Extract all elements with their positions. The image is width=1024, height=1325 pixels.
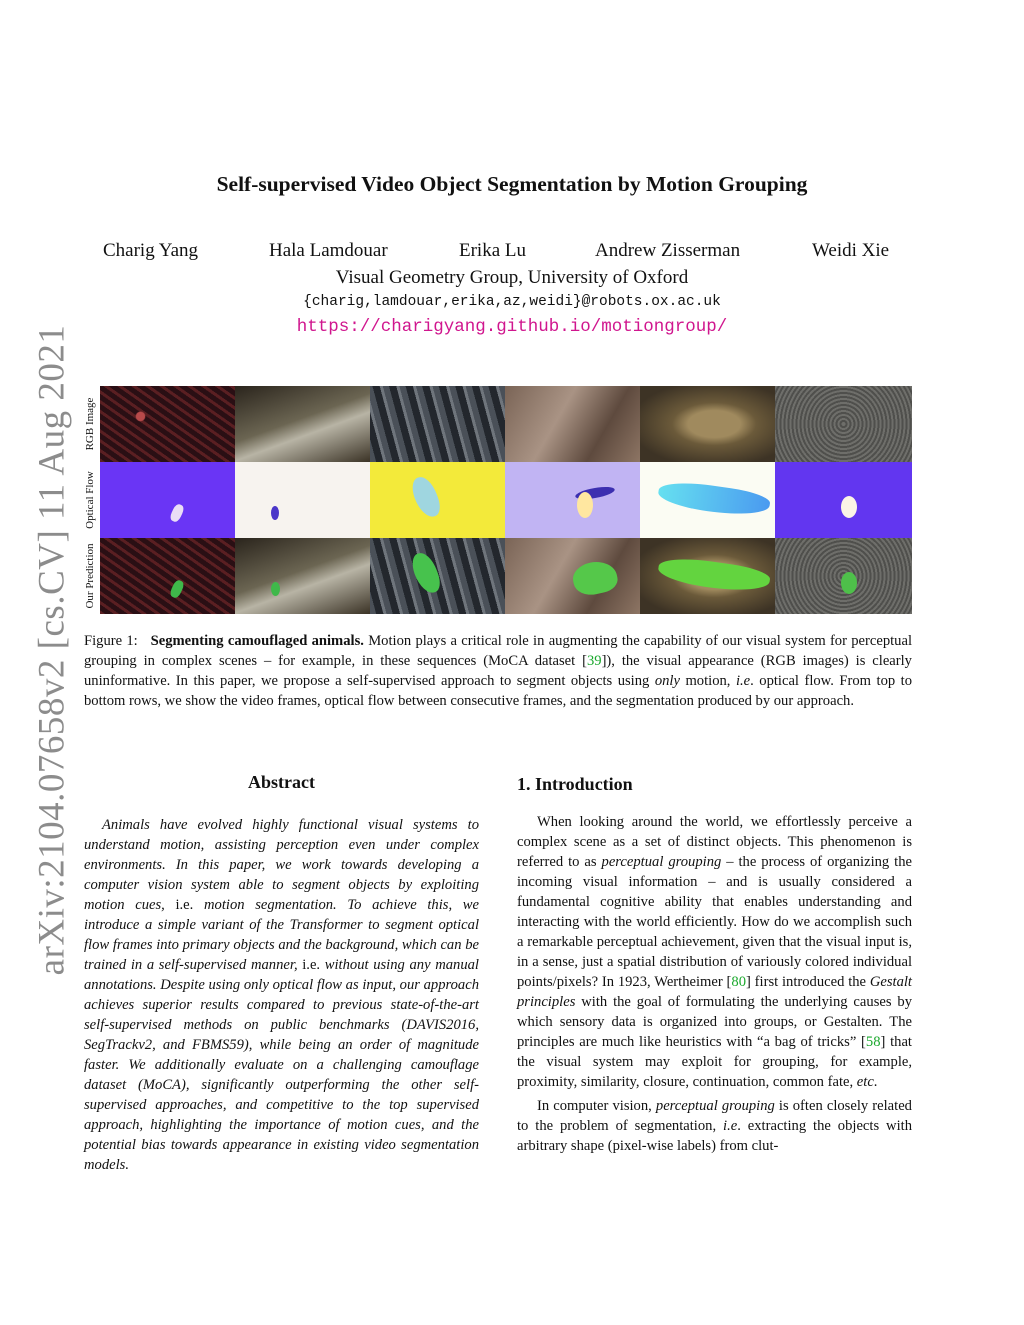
row-label-rgb: RGB Image (84, 397, 96, 451)
prediction-mask (657, 554, 772, 595)
rgb-frame-rocks (370, 386, 505, 462)
flow-blob (577, 492, 593, 518)
flow-blob (169, 503, 186, 524)
author-emails: {charig,lamdouar,erika,az,weidi}@robots.ox.ac.uk (303, 294, 721, 310)
citation-link[interactable]: 80 (731, 974, 746, 990)
rgb-frame-gravel (775, 386, 912, 462)
paragraph: In computer vision, perceptual grouping is often closely related to the problem of segmentation, i.e. extracting the objects with arbitrary shape (pixel-wise labels) from clut- (517, 1098, 912, 1154)
citation-link[interactable]: 58 (865, 1034, 881, 1050)
flow-frame-6 (775, 462, 912, 538)
prediction-frame-4 (505, 538, 640, 614)
rgb-frame-stone (505, 386, 640, 462)
prediction-mask (408, 550, 443, 597)
author-name: Charig Yang (103, 240, 199, 261)
prediction-mask (841, 572, 857, 594)
prediction-mask (570, 558, 620, 598)
flow-frame-3 (370, 462, 505, 538)
figure-image-grid (100, 386, 912, 614)
flow-blob (657, 478, 772, 519)
flow-blob (408, 474, 443, 521)
prediction-frame-5 (640, 538, 775, 614)
author-name: Weidi Xie (812, 240, 890, 261)
introduction-heading: 1. Introduction (517, 774, 633, 794)
prediction-frame-1 (100, 538, 235, 614)
prediction-mask (271, 582, 280, 596)
prediction-mask (169, 579, 186, 600)
abstract-heading: Abstract (248, 772, 315, 792)
flow-blob (271, 506, 279, 520)
author-name: Erika Lu (459, 240, 527, 261)
figure-caption: Figure 1: Segmenting camouflaged animals. Motion plays a critical role in augmenting the capability of our visual system for perceptual grouping in complex scenes – for example, in these sequences (MoCA dataset [39]), the visual appearance (RGB images) is clearly uninformative. In this paper, we propose a self-supervised approach to segment objects using only motion, i.e. optical flow. From top to bottom rows, we show the video frames, optical flow between consecutive frames, and the segmentation produced by our approach. (84, 633, 913, 709)
paper-title: Self-supervised Video Object Segmentation by Motion Grouping (216, 172, 808, 196)
author-name: Hala Lamdouar (269, 240, 388, 261)
prediction-frame-6 (775, 538, 912, 614)
row-label-flow: Optical Flow (84, 471, 96, 529)
rgb-frame-sand (235, 386, 370, 462)
abstract-text: Animals have evolved highly functional visual systems to understand motion, assisting perception even under complex environments. In this paper, we work towards developing a computer vision system able to segment objects by exploiting motion cues, i.e. motion segmentation. To achieve this, we introduce a simple variant of the Transformer to segment optical flow frames into primary objects and the background, which can be trained in a self-supervised manner, i.e. without using any manual annotations. Despite using only optical flow as input, our approach achieves superior results compared to previous state-of-the-art self-supervised methods on public benchmarks (DAVIS2016, SegTrackv2, and FBMS59), while being an order of magnitude faster. We additionally evaluate on a challenging camouflage dataset (MoCA), significantly outperforming the other self-supervised approaches, and competitive to the top supervised approach, highlighting the importance of motion cues, and the potential bias towards appearance in existing video segmentation models. (84, 817, 479, 1173)
rgb-frame-snake (640, 386, 775, 462)
rgb-frame-coral (100, 386, 235, 462)
flow-frame-4 (505, 462, 640, 538)
flow-blob (841, 496, 857, 518)
author-name: Andrew Zisserman (595, 240, 741, 261)
introduction-text (517, 812, 912, 1160)
flow-frame-5 (640, 462, 775, 538)
prediction-frame-2 (235, 538, 370, 614)
flow-frame-2 (235, 462, 370, 538)
project-link[interactable]: https://charigyang.github.io/motiongroup/ (296, 317, 728, 337)
citation-link[interactable]: 39 (586, 653, 602, 669)
flow-frame-1 (100, 462, 235, 538)
prediction-frame-3 (370, 538, 505, 614)
paragraph: When looking around the world, we effortlessly perceive a complex scene as a set of distinct objects. This phenomenon is referred to as perceptual grouping – the process of organizing the incoming visual information – and is usually considered a fundamental cognitive ability that enables understanding and interacting with the world efficiently. How do we accomplish such a remarkable perceptual achievement, given that the visual input is, in a sense, just a spatial distribution of variously colored individual points/pixels? In 1923, Wertheimer [80] first introduced the Gestalt principles with the goal of formulating the underlying causes by which sensory data is organized into groups, or Gestalten. The principles are much like heuristics with “a bag of tricks” [58] that the visual system may exploit for grouping, for example, proximity, similarity, closure, continuation, common fate, etc. (517, 814, 912, 1090)
affiliation: Visual Geometry Group, University of Oxford (335, 267, 689, 288)
arxiv-identifier (22, 324, 82, 976)
arxiv-identifier-text: arXiv:2104.07658v2 [cs.CV] 11 Aug 2021 (31, 324, 73, 976)
row-label-prediction: Our Prediction (84, 543, 96, 609)
